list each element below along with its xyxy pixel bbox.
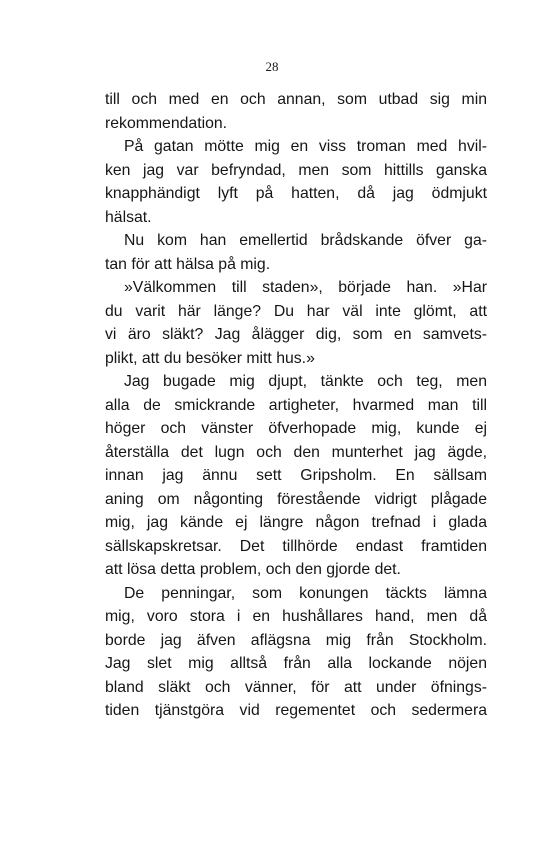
text-line: höger och vänster öfverhopade mig, kunde ej [105,420,487,437]
text-line: Jag slet mig alltså från alla lockande nöjen [105,655,487,672]
body-text [105,88,487,723]
text-line: bland släkt och vänner, för att under öfnings- [105,678,487,696]
text-line: hälsat. [105,208,152,226]
text-line: vi äro släkt? Jag ålägger dig, som en samvets- [105,326,487,343]
text-line: rekommendation. [105,114,228,132]
text-line: mig, voro stora i en hushållares hand, men då [105,608,487,625]
text-line: På gatan mötte mig en viss troman med hvil- [124,138,487,155]
text-line: du varit här länge? Du har väl inte glömt, att [105,302,487,320]
text-line: De penningar, som konungen täckts lämna [124,584,487,602]
text-line: till och med en och annan, som utbad sig min [105,91,487,108]
text-line: »Välkommen till staden», började han. »Har [124,279,487,296]
text-line: tiden tjänstgöra vid regementet och sedermera [105,702,487,719]
text-line: knapphändigt lyft på hatten, då jag ödmjukt [105,185,487,202]
text-line: tan för att hälsa på mig. [105,255,271,273]
text-line: plikt, att du besöker mitt hus.» [105,349,315,367]
text-line: att lösa detta problem, och den gjorde det. [105,561,401,578]
text-line: mig, jag kände ej längre någon trefnad i glada [105,514,487,531]
text-line: aning om någonting förestående vidrigt plågade [105,490,487,508]
text-line: innan jag ännu sett Gripsholm. En sällsam [105,467,487,484]
text-line: Nu kom han emellertid brådskande öfver ga- [124,232,487,249]
text-line: återställa det lugn och den munterhet jag ägde, [105,443,487,461]
text-line: sällskapskretsar. Det tillhörde endast framtiden [105,537,487,555]
text-line: Jag bugade mig djupt, tänkte och teg, men [124,373,487,390]
page-number: 28 [265,59,279,74]
text-line: ken jag var befryndad, men som hittills ganska [105,161,487,179]
text-line: alla de smickrande artigheter, hvarmed man till [105,396,487,414]
text-line: borde jag äfven aflägsna mig från Stockholm. [105,631,487,649]
